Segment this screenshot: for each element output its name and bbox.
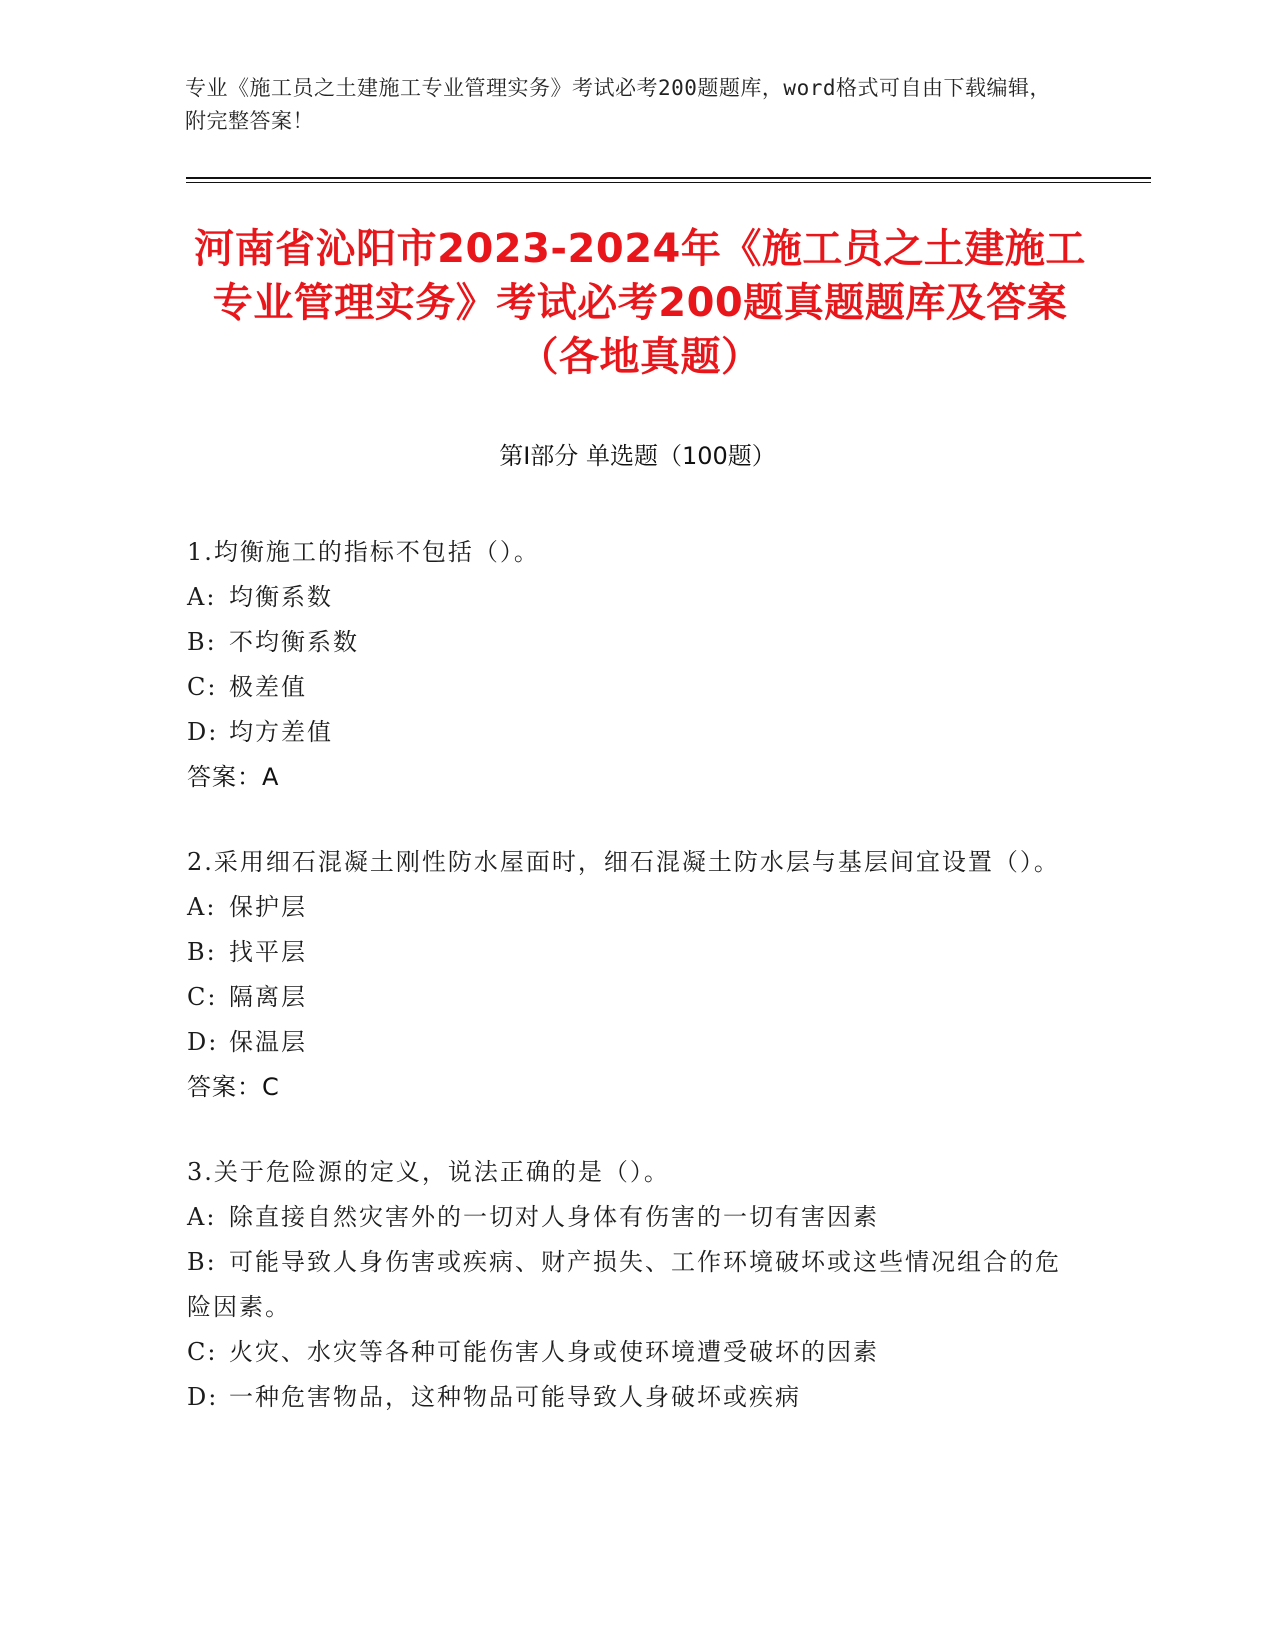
option-key: D: [187,1028,219,1056]
option-d [187,1020,1067,1065]
option-d [187,710,1067,755]
option-key: A: [187,893,217,921]
option-b [187,620,1067,665]
answer-line: 答案：A [187,763,280,791]
option-key: A: [187,583,217,611]
option-c [187,665,1067,710]
option-key: A: [187,1203,217,1231]
answer-line: 答案：C [187,1073,280,1101]
document-title: 河南省沁阳市2023-2024年《施工员之土建施工专业管理实务》考试必考200题真题题库及答案（各地真题） [194,226,1086,380]
option-d [187,1375,1067,1420]
question-list [187,530,1067,1460]
header-rule-thick [186,177,1151,179]
option-key: B: [187,938,217,966]
question-stem: 2.采用细石混凝土刚性防水屋面时，细石混凝土防水层与基层间宜设置（）。 [187,848,1060,876]
header-rule-thin [186,182,1151,183]
option-text: 可能导致人身伤害或疾病、财产损失、工作环境破坏或这些情况组合的危险因素。 [187,1248,1061,1321]
header-note: 专业《施工员之土建施工专业管理实务》考试必考200题题库，word格式可自由下载编辑，附完整答案！ [185,76,1051,133]
option-key: D: [187,1383,219,1411]
option-text: 保护层 [229,893,307,921]
option-text: 极差值 [229,673,307,701]
option-text: 均方差值 [229,718,333,746]
option-a [187,575,1067,620]
option-a [187,885,1067,930]
question-2 [187,840,1067,1110]
option-key: B: [187,1248,217,1276]
option-key: C: [187,1338,218,1366]
option-key: C: [187,673,218,701]
option-text: 不均衡系数 [229,628,359,656]
option-b [187,1240,1067,1330]
question-stem: 1.均衡施工的指标不包括（）。 [187,538,540,566]
option-b [187,930,1067,975]
option-key: C: [187,983,218,1011]
option-c [187,1330,1067,1375]
option-c [187,975,1067,1020]
option-key: B: [187,628,217,656]
option-text: 一种危害物品，这种物品可能导致人身破坏或疾病 [229,1383,801,1411]
question-1 [187,530,1067,800]
option-text: 火灾、水灾等各种可能伤害人身或使环境遭受破坏的因素 [229,1338,879,1366]
option-text: 隔离层 [229,983,307,1011]
question-3 [187,1150,1067,1420]
option-text: 除直接自然灾害外的一切对人身体有伤害的一切有害因素 [229,1203,879,1231]
option-key: D: [187,718,219,746]
option-text: 找平层 [229,938,307,966]
option-text: 均衡系数 [229,583,333,611]
option-a [187,1195,1067,1240]
section-heading: 第Ⅰ部分 单选题（100题） [499,442,776,470]
option-text: 保温层 [229,1028,307,1056]
question-stem: 3.关于危险源的定义，说法正确的是（）。 [187,1158,670,1186]
